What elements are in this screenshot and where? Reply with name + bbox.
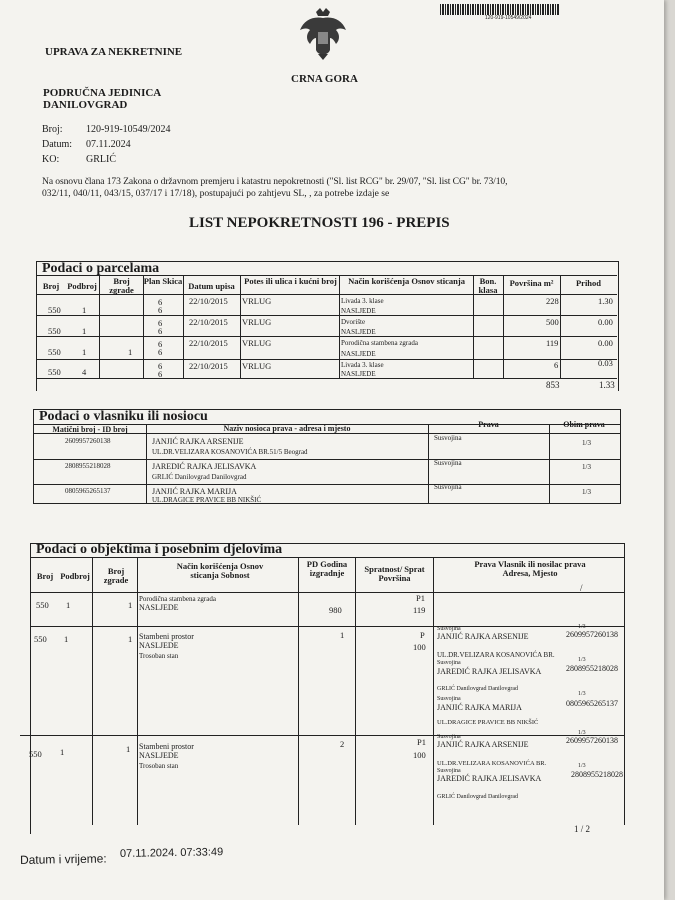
cell-osnov: NASLJEDE [139, 751, 179, 760]
cell-datum: 22/10/2015 [189, 317, 228, 327]
country-name: CRNA GORA [291, 73, 358, 85]
col-header-nacin: Način korišćenja Osnov sticanja [348, 276, 465, 286]
holder-name: JANJIĆ RAJKA ARSENIJE [437, 740, 529, 749]
field-label-broj: Broj: [42, 124, 63, 135]
cell-potes: VRLUG [242, 317, 272, 327]
cell-address: GRLIĆ Danilovgrad Danilovgrad [152, 473, 247, 481]
cell-right: Susvojina [434, 483, 462, 491]
cell-nacin: Stambeni prostor [139, 632, 194, 641]
cell-nacin: Livada 3. klase [341, 361, 384, 369]
cell-skica: 6 [158, 305, 163, 315]
footer-datetime-value: 07.11.2024. 07:33:49 [119, 846, 224, 860]
cell-sprat: P1 [416, 593, 425, 603]
holder-name: JANJIĆ RAJKA MARIJA [437, 703, 522, 712]
holder-address: UL.DR.VELIZARA KOSANOVIĆA BR. [437, 651, 555, 659]
cell-povrsina: 100 [413, 750, 426, 760]
cell-skica: 6 [158, 369, 163, 379]
field-label-datum: Datum: [42, 139, 72, 150]
col-header-pd-godina: PD Godina izgradnje [306, 559, 348, 578]
regional-unit-city: DANILOVGRAD [43, 99, 128, 111]
cell-povrsina: 100 [413, 642, 426, 652]
cell-zgrada: 1 [126, 744, 131, 754]
cell-right: Susvojina [434, 434, 462, 442]
cell-osnov: NASLJEDE [341, 370, 376, 378]
cell-prihod: 0.00 [598, 317, 613, 327]
cell-godina: 980 [329, 605, 342, 615]
cell-plan: 6 [158, 318, 163, 328]
holder-address: UL.DR.VELIZARA KOSANOVIĆA BR. [437, 760, 547, 767]
holder-id: 2808955218028 [571, 770, 623, 779]
cell-povrsina: 119 [546, 338, 559, 348]
holder-id: 2609957260138 [566, 736, 618, 745]
cell-datum: 22/10/2015 [189, 361, 228, 371]
cell-potes: VRLUG [242, 361, 272, 371]
barcode-number: 120-919-10549/2024 [485, 15, 532, 21]
field-label-ko: KO: [42, 154, 60, 165]
col-header-plan-skica: Plan Skica [143, 276, 183, 286]
regional-unit: PODRUČNA JEDINICA [43, 87, 162, 99]
field-value-datum: 07.11.2024 [86, 139, 131, 150]
page-number: 1 / 2 [574, 824, 591, 834]
cell-datum: 22/10/2015 [189, 338, 228, 348]
cell-podbroj: 1 [66, 600, 71, 610]
cell-nacin: Livada 3. klase [341, 297, 384, 305]
cell-id: 2609957260138 [65, 437, 111, 445]
col-header-potes: Potes ili ulica i kućni broj [244, 276, 337, 286]
cell-broj: 550 [48, 347, 61, 357]
cell-podbroj: 1 [64, 634, 69, 644]
cell-zgrada: 1 [128, 600, 133, 610]
col-header-id: Matični broj - ID broj [52, 425, 128, 434]
holder-name: JAREDIĆ RAJKA JELISAVKA [437, 667, 542, 676]
parcels-total-area: 853 [546, 380, 560, 390]
col-header-broj: Broj [42, 281, 60, 291]
cell-prihod: 0.00 [598, 338, 613, 348]
cell-povrsina: 6 [554, 360, 559, 370]
cell-osnov: NASLJEDE [341, 307, 376, 315]
cell-potes: VRLUG [242, 296, 272, 306]
cell-osnov: NASLJEDE [341, 350, 376, 358]
barcode [440, 4, 560, 15]
cell-sprat: P1 [417, 737, 426, 747]
cell-sobnost: Trosoban stan [139, 652, 179, 660]
cell-id: 2808955218028 [65, 462, 111, 470]
col-header-broj: Broj [36, 571, 54, 581]
cell-skica: 6 [158, 347, 163, 357]
cell-id: 0805965265137 [65, 487, 111, 495]
owners-section-title: Podaci o vlasniku ili nosiocu [39, 409, 208, 424]
cell-nacin: Porodična stambena zgrada [341, 339, 418, 347]
holder-id: 2808955218028 [566, 664, 618, 673]
cell-datum: 22/10/2015 [189, 296, 228, 306]
cell-zgrada: 1 [128, 634, 133, 644]
col-header-broj-zgrade: Broj zgrade [109, 276, 134, 295]
cell-plan: 6 [158, 361, 163, 371]
cell-name: JANJIĆ RAJKA MARIJA [152, 487, 237, 496]
col-header-spratnost: Spratnost/ Sprat Površina [364, 564, 425, 583]
holder-share: 1/3 [578, 763, 586, 769]
col-header-obim: Obim prava [563, 420, 605, 429]
holder-id: 2609957260138 [566, 630, 618, 639]
holder-right: Susvojina [437, 768, 461, 774]
objects-frame [30, 543, 625, 834]
cell-osnov: NASLJEDE [139, 603, 179, 612]
cell-zgrada: 1 [128, 347, 133, 357]
cell-potes: VRLUG [242, 338, 272, 348]
col-header-povrsina: Površina m² [509, 278, 554, 288]
cell-povrsina: 500 [546, 317, 559, 327]
footer-datetime-label: Datum i vrijeme: [19, 851, 107, 867]
cell-broj: 550 [48, 305, 61, 315]
intro-paragraph-line1: Na osnovu člana 173 Zakona o državnom premjeru i katastru nepokretnosti ("Sl. list RCG" br. 29/07, "Sl. list CG" br. 73/10, [42, 176, 508, 187]
cell-povrsina: 119 [413, 605, 426, 615]
holder-right: Susvojina [437, 626, 461, 632]
col-header-prava: Prava Vlasnik ili nosilac prava Adresa, Mjesto [474, 559, 586, 578]
cell-name: JANJIĆ RAJKA ARSENIJE [152, 437, 244, 446]
cell-podbroj: 4 [82, 367, 87, 377]
cell-prihod: 0.03 [598, 358, 613, 368]
intro-paragraph-line2: 032/11, 040/11, 043/15, 037/17 i 17/18), postupajući po zahtjevu SL, , za potrebe izdaje se [42, 188, 390, 199]
col-header-datum-upisa: Datum upisa [188, 281, 235, 291]
slash-mark: / [580, 583, 583, 593]
cell-plan: 6 [158, 339, 163, 349]
cell-podbroj: 1 [82, 347, 87, 357]
cell-broj: 550 [48, 326, 61, 336]
cell-share: 1/3 [582, 463, 591, 471]
cell-osnov: NASLJEDE [341, 328, 376, 336]
holder-right: Susvojina [437, 660, 461, 666]
cell-podbroj: 1 [82, 326, 87, 336]
cell-prihod: 1.30 [598, 296, 613, 306]
cell-right: Susvojina [434, 459, 462, 467]
cell-broj: 550 [34, 634, 47, 644]
cell-address: UL.DR.VELIZARA KOSANOVIĆA BR.51/5 Beograd [152, 448, 308, 456]
cell-name: JAREDIĆ RAJKA JELISAVKA [152, 462, 257, 471]
parcels-total-income: 1.33 [599, 380, 615, 390]
cell-pd: 2 [340, 739, 345, 749]
holder-address: UL.DRAGICE PRAVICE BB NIKŠIĆ [437, 719, 539, 726]
cell-broj: 550 [48, 367, 61, 377]
col-header-prava: Prava [478, 420, 499, 429]
col-header-podbroj: Podbroj [67, 281, 97, 291]
holder-share: 1/3 [578, 691, 586, 697]
col-header-klasa: Bon. klasa [478, 276, 498, 295]
holder-right: Susvojina [437, 734, 461, 740]
cell-podbroj: 1 [60, 747, 65, 757]
holder-name: JANJIĆ RAJKA ARSENIJE [437, 632, 529, 641]
cell-sobnost: Trosoban stan [139, 762, 179, 770]
col-header-broj-zgrade: Broj zgrade [103, 566, 129, 585]
holder-address: GRLIĆ Danilovgrad Danilovgrad [437, 686, 518, 692]
cell-nacin: Dvorište [341, 318, 366, 326]
cell-broj: 550 [29, 749, 42, 759]
col-header-nacin: Način korišćenja Osnov sticanja Sobnost [176, 561, 264, 580]
cell-address: UL.DRAGICE PRAVICE BB NIKŠIĆ [152, 496, 262, 504]
parcels-section-title: Podaci o parcelama [42, 261, 160, 276]
cell-share: 1/3 [582, 488, 591, 496]
field-value-broj: 120-919-10549/2024 [86, 124, 171, 135]
col-header-prihod: Prihod [575, 278, 602, 288]
col-header-podbroj: Podbroj [60, 571, 90, 581]
document-title: LIST NEPOKRETNOSTI 196 - PREPIS [189, 215, 450, 231]
holder-right: Susvojina [437, 696, 461, 702]
holder-share: 1/3 [578, 657, 586, 663]
field-value-ko: GRLIĆ [86, 154, 116, 165]
cell-share: 1/3 [582, 439, 591, 447]
holder-share: 1/3 [578, 624, 586, 630]
cell-povrsina: 228 [546, 296, 559, 306]
cell-plan: 6 [158, 297, 163, 307]
holder-address: GRLIĆ Danilovgrad Danilovgrad [437, 794, 518, 800]
cell-osnov: NASLJEDE [139, 641, 179, 650]
holder-id: 0805965265137 [566, 699, 618, 708]
cell-nacin: Porodična stambena zgrada [139, 595, 216, 603]
holder-name: JAREDIĆ RAJKA JELISAVKA [437, 774, 542, 783]
cell-skica: 6 [158, 326, 163, 336]
cell-broj: 550 [36, 600, 49, 610]
cell-pd: 1 [340, 630, 345, 640]
coat-of-arms-emblem [298, 6, 348, 62]
holder-share: 1/3 [578, 730, 586, 736]
agency-name: UPRAVA ZA NEKRETNINE [45, 46, 183, 58]
objects-section-title: Podaci o objektima i posebnim djelovima [36, 542, 283, 557]
cell-podbroj: 1 [82, 305, 87, 315]
cell-nacin: Stambeni prostor [139, 742, 194, 751]
cell-sprat: P [420, 630, 425, 640]
col-header-nosilac: Naziv nosioca prava - adresa i mjesto [223, 424, 351, 433]
